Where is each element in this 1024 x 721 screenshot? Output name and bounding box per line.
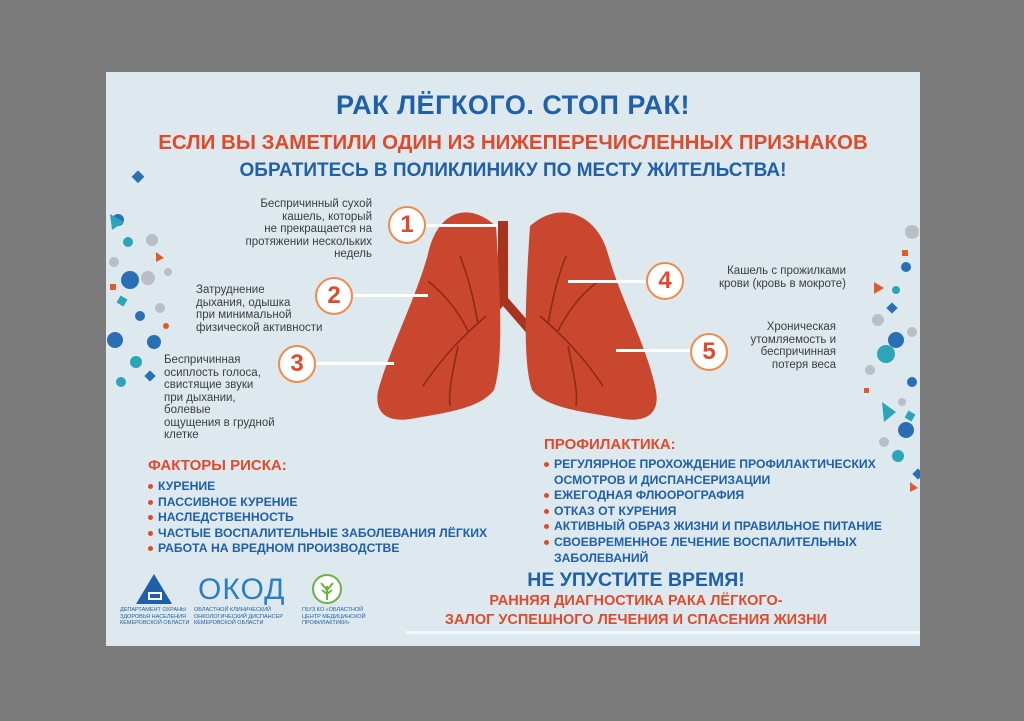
symptom-5-line: [616, 349, 696, 352]
symptom-3-text: Беспричинная осиплость голоса, свистящие звуки при дыхании, болевые ощущения в грудной клетке: [164, 354, 275, 441]
symptom-2-number: 2: [315, 277, 353, 315]
poster: [106, 72, 920, 646]
symptom-3-number: 3: [278, 345, 316, 383]
okod-logo-text: ОБЛАСТНОЙ КЛИНИЧЕСКИЙ ОНКОЛОГИЧЕСКИЙ ДИСПАНСЕР КЕМЕРОВСКОЙ ОБЛАСТИ: [194, 607, 283, 626]
list-item: ЕЖЕГОДНАЯ ФЛЮОРОГРАФИЯ: [544, 488, 914, 504]
symptom-4-number: 4: [646, 262, 684, 300]
department-logo-icon: [134, 572, 174, 606]
symptom-5-number: 5: [690, 333, 728, 371]
department-logo-text: ДЕПАРТАМЕНТ ОХРАНЫ ЗДОРОВЬЯ НАСЕЛЕНИЯ КЕМЕРОВСКОЙ ОБЛАСТИ: [120, 607, 190, 626]
poster-subtitle-2: ОБРАТИТЕСЬ В ПОЛИКЛИНИКУ ПО МЕСТУ ЖИТЕЛЬСТВА!: [239, 160, 787, 181]
list-item: ПАССИВНОЕ КУРЕНИЕ: [148, 495, 487, 511]
symptom-4-text: Кашель с прожилками крови (кровь в мокроте): [718, 265, 846, 290]
cta-line-1: РАННЯЯ ДИАГНОСТИКА РАКА ЛЁГКОГО-: [489, 593, 783, 609]
prevention-heading: ПРОФИЛАКТИКА:: [544, 436, 676, 453]
risk-heading: ФАКТОРЫ РИСКА:: [148, 457, 287, 474]
list-item: РАБОТА НА ВРЕДНОМ ПРОИЗВОДСТВЕ: [148, 541, 487, 557]
list-item: КУРЕНИЕ: [148, 479, 487, 495]
symptom-2-line: [350, 294, 428, 297]
prevention-center-logo-text: ГБУЗ КО «ОБЛАСТНОЙ ЦЕНТР МЕДИЦИНСКОЙ ПРОФИЛАКТИКИ»: [302, 607, 366, 626]
poster-title: РАК ЛЁГКОГО. СТОП РАК!: [335, 90, 691, 120]
cta-title: НЕ УПУСТИТЕ ВРЕМЯ!: [527, 569, 745, 591]
list-item: НАСЛЕДСТВЕННОСТЬ: [148, 510, 487, 526]
okod-logo: ОКОД: [198, 573, 286, 606]
cta-line-2: ЗАЛОГ УСПЕШНОГО ЛЕЧЕНИЯ И СПАСЕНИЯ ЖИЗНИ: [444, 612, 828, 628]
symptom-1-line: [422, 224, 498, 227]
symptom-5-text: Хроническая утомляемость и беспричинная потеря веса: [750, 321, 836, 371]
symptom-3-line: [316, 362, 394, 365]
symptom-4-line: [568, 280, 648, 283]
risk-list: [148, 479, 487, 557]
symptom-1-text: Беспричинный сухой кашель, который не прекращается на протяжении нескольких недель: [245, 198, 372, 260]
list-item: РЕГУЛЯРНОЕ ПРОХОЖДЕНИЕ ПРОФИЛАКТИЧЕСКИХ ОСМОТРОВ И ДИСПАНСЕРИЗАЦИИ: [544, 457, 914, 488]
list-item: АКТИВНЫЙ ОБРАЗ ЖИЗНИ И ПРАВИЛЬНОЕ ПИТАНИЕ: [544, 519, 914, 535]
list-item: ОТКАЗ ОТ КУРЕНИЯ: [544, 504, 914, 520]
poster-subtitle: ЕСЛИ ВЫ ЗАМЕТИЛИ ОДИН ИЗ НИЖЕПЕРЕЧИСЛЕННЫХ ПРИЗНАКОВ: [158, 131, 868, 154]
list-item: СВОЕВРЕМЕННОЕ ЛЕЧЕНИЕ ВОСПАЛИТЕЛЬНЫХ ЗАБОЛЕВАНИЙ: [544, 535, 914, 566]
symptom-2-text: Затруднение дыхания, одышка при минимальной физической активности: [196, 284, 323, 334]
symptom-1-number: 1: [388, 206, 426, 244]
prevention-list: [544, 457, 914, 566]
bottom-divider: [406, 631, 920, 634]
prevention-center-logo-icon: [312, 574, 342, 604]
list-item: ЧАСТЫЕ ВОСПАЛИТЕЛЬНЫЕ ЗАБОЛЕВАНИЯ ЛЁГКИХ: [148, 526, 487, 542]
